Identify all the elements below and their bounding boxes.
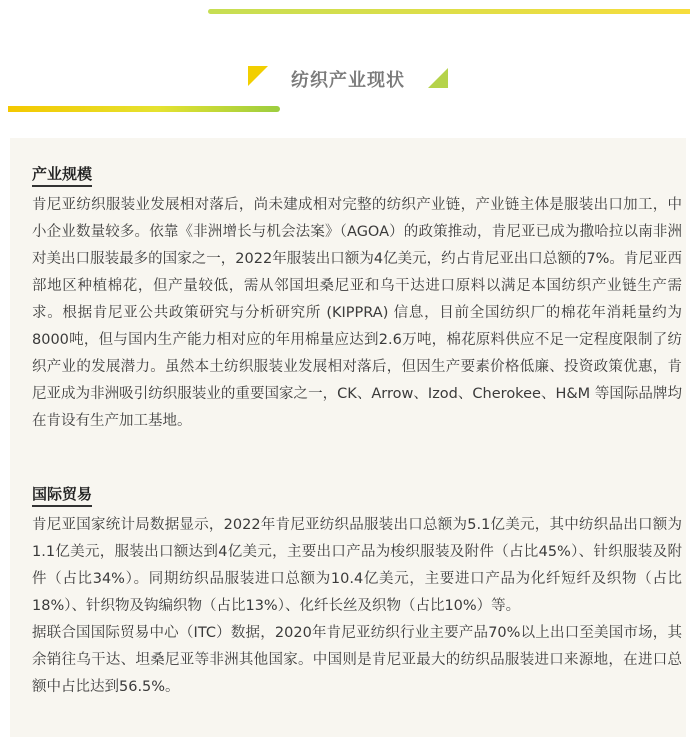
section-international-trade <box>32 484 682 701</box>
content-panel <box>10 138 686 737</box>
left-accent-bar <box>8 106 280 112</box>
section-paragraph: 据联合国国际贸易中心（ITC）数据，2020年肯尼亚纺织行业主要产品70%以上出口至美国市场，其余销往乌干达、坦桑尼亚等非洲其他国家。中国则是肯尼亚最大的纺织品服装进口来源地，在进口总额中占比达到56.5%。 <box>32 625 682 695</box>
section-paragraph: 肯尼亚国家统计局数据显示，2022年肯尼亚纺织品服装出口总额为5.1亿美元，其中纺织品出口额为1.1亿美元，服装出口额达到4亿美元，主要出口产品为梭织服装及附件（占比45%）、针织服装及附件（占比34%）。同期纺织品服装进口总额为10.4亿美元，主要进口产品为化纤短纤及织物（占比18%）、针织物及钩编织物（占比13%）、化纤长丝及织物（占比10%）等。 <box>32 517 682 614</box>
section-paragraph: 肯尼亚纺织服装业发展相对落后，尚未建成相对完整的纺织产业链，产业链主体是服装出口加工，中小企业数量较多。依靠《非洲增长与机会法案》（AGOA）的政策推动，肯尼亚已成为撒哈拉以南非洲对美出口服装最多的国家之一，2022年服装出口额为4亿美元，约占肯尼亚出口总额的7%。肯尼亚西部地区种植棉花，但产量较低，需从邻国坦桑尼亚和乌干达进口原料以满足本国纺织产业链生产需求。根据肯尼亚公共政策研究与分析研究所 (KIPPRA) 信息，目前全国纺织厂的棉花年消耗量约为8000吨，但与国内生产能力相对应的年用棉量应达到2.6万吨，棉花原料供应不足一定程度限制了纺织产业的发展潜力。虽然本土纺织服装业发展相对落后，但因生产要素价格低廉、投资政策优惠，肯尼亚成为非洲吸引纺织服装业的重要国家之一，CK、Arrow、Izod、Cherokee、H&M 等国际品牌均在肯设有生产加工基地。 <box>32 197 682 429</box>
section-heading: 国际贸易 <box>32 484 92 507</box>
title-right-triangle-decoration <box>428 68 448 88</box>
section-title-banner <box>248 62 448 92</box>
page-title: 纺织产业现状 <box>291 70 405 91</box>
section-industry-scale <box>32 164 682 435</box>
top-accent-bar <box>208 9 690 14</box>
section-heading: 产业规模 <box>32 164 92 187</box>
